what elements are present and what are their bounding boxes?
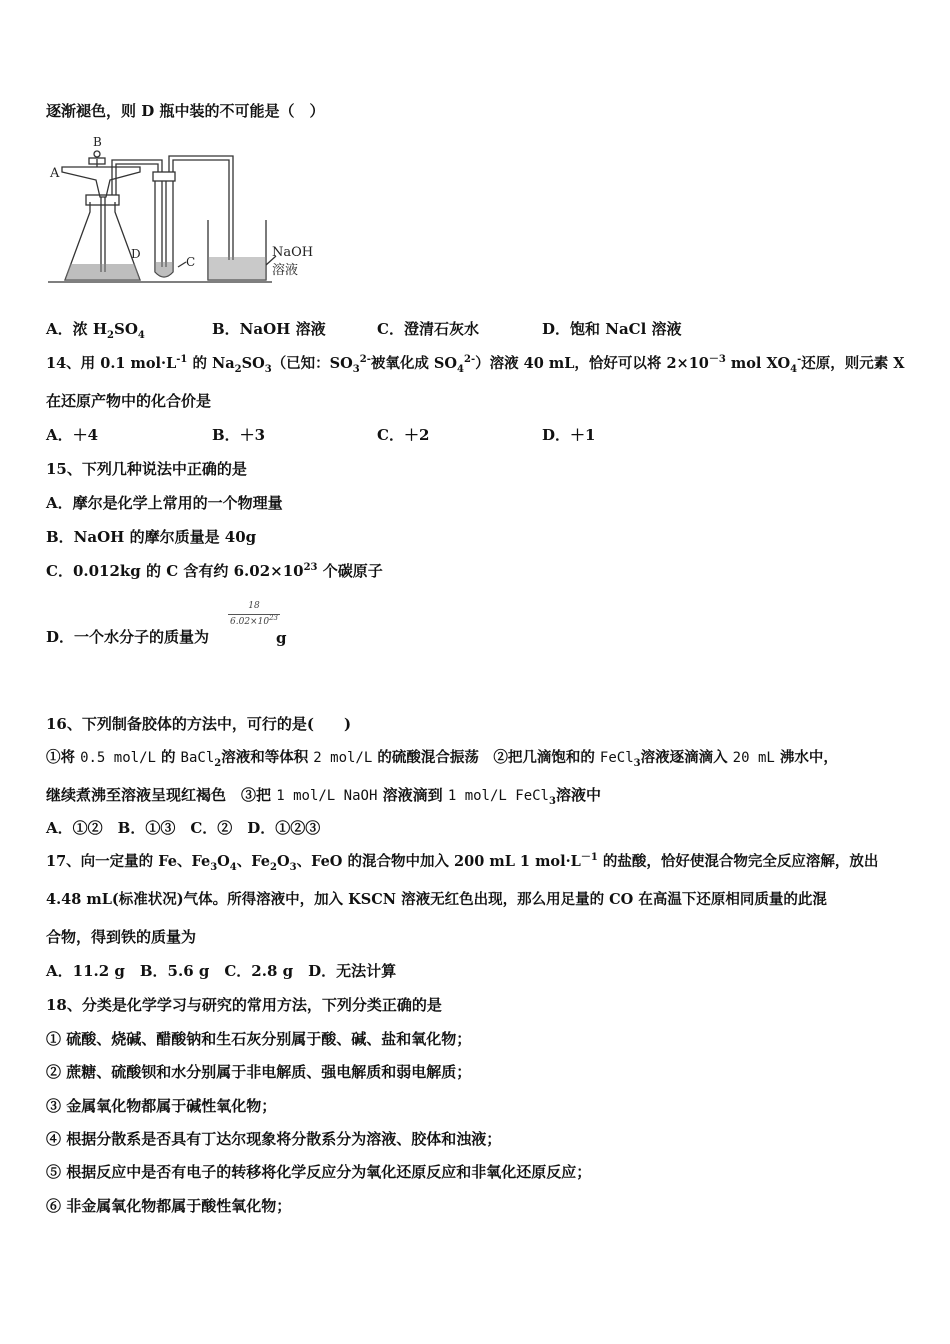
q18-item-3: ③ 金属氧化物都属于碱性氧化物； — [46, 1097, 277, 1115]
q14-option-b: B．＋3 — [212, 426, 266, 444]
q14-option-d: D．＋1 — [542, 426, 596, 444]
q13-option-c: C．澄清石灰水 — [377, 320, 479, 338]
q15-option-d: D．一个水分子的质量为 — [46, 628, 210, 646]
q15-option-c: C．0.012kg 的 C 含有约 $6.02\times 10^{23}$ 个碳原子 — [46, 562, 383, 580]
label-d: D — [131, 247, 141, 261]
q17-options: A．11.2 g B．5.6 g C．2.8 g D．无法计算 — [46, 962, 397, 980]
apparatus-figure — [40, 132, 325, 292]
q13-option-d: D．饱和 NaCl 溶液 — [542, 320, 682, 338]
q15-stem: 15、下列几种说法中正确的是 — [46, 460, 247, 478]
q15-option-a: A．摩尔是化学上常用的一个物理量 — [46, 494, 283, 512]
label-c: C — [186, 255, 196, 269]
label-b: B — [93, 135, 102, 149]
q14-stem-line2: 在还原产物中的化合价是 — [46, 392, 212, 410]
q16-items-line2: 继续煮沸至溶液呈现红褐色 ③把 1 mol/L NaOH 溶液滴到 1 mol/L FeCl$_3$溶液中 — [46, 786, 601, 807]
q13-option-a: A．浓 $H_2SO_4$ — [46, 320, 145, 341]
q18-stem: 18、分类是化学学习与研究的常用方法，下列分类正确的是 — [46, 996, 442, 1014]
label-solution: 溶液 — [272, 263, 299, 278]
q17-stem: 17、向一定量的 Fe、$Fe_3O_4$、$Fe_2O_3$、FeO 的混合物中加入 200 mL 1 $mol\cdot L^{-1}$ 的盐酸，恰好使混合物完全反应溶解，放出 — [46, 852, 879, 873]
q18-item-5: ⑤ 根据反应中是否有电子的转移将化学反应分为氧化还原反应和非氧化还原反应； — [46, 1163, 592, 1181]
q17-stem-line2: 4.48 mL(标准状况)气体。所得溶液中，加入 KSCN 溶液无红色出现，那么用足量的 CO 在高温下还原相同质量的此混 — [46, 891, 827, 908]
q14-stem: 14、用 0.1 $mol\cdot L^{-1}$ 的 $Na_2SO_3$（已知：$SO_3^{2-}$被氧化成 $SO_4^{2-}$）溶液 40 mL，恰好可以将 $2\times 10^{-3}$ mol $XO_4^-$还原，则元素 X — [46, 354, 905, 375]
fraction-denominator: $6.02\times 10^{23}$ — [230, 614, 278, 627]
fraction-numerator: 18 — [248, 601, 260, 611]
q16-items-line1: ①将 0.5 mol/L 的 BaCl$_2$溶液和等体积 2 mol/L 的硫酸混合振荡 ②把几滴饱和的 FeCl$_3$溶液逐滴滴入 20 mL 沸水中， — [46, 749, 838, 769]
q15-option-d-unit: g — [276, 629, 287, 647]
q13-stem-tail: 逐渐褪色，则 D 瓶中装的不可能是（ ） — [46, 102, 325, 120]
q18-item-4: ④ 根据分散系是否具有丁达尔现象将分散系分为溶液、胶体和浊液； — [46, 1130, 502, 1148]
q18-item-6: ⑥ 非金属氧化物都属于酸性氧化物； — [46, 1197, 292, 1215]
q14-option-c: C．＋2 — [377, 426, 430, 444]
q18-item-2: ② 蔗糖、硫酸钡和水分别属于非电解质、强电解质和弱电解质； — [46, 1063, 472, 1081]
q18-item-1: ① 硫酸、烧碱、醋酸钠和生石灰分别属于酸、碱、盐和氧化物； — [46, 1030, 472, 1048]
q15-option-b: B．NaOH 的摩尔质量是 40g — [46, 528, 257, 546]
q14-option-a: A．＋4 — [46, 426, 99, 444]
q17-stem-line3: 合物，得到铁的质量为 — [46, 928, 197, 946]
q13-option-b: B．NaOH 溶液 — [212, 320, 326, 338]
label-naoh: NaOH — [272, 245, 314, 260]
q16-stem: 16、下列制备胶体的方法中，可行的是( ) — [46, 715, 352, 733]
water-mass-fraction — [226, 600, 282, 634]
label-a: A — [50, 166, 60, 181]
q16-options: A．①② B．①③ C．② D．①②③ — [46, 819, 321, 837]
